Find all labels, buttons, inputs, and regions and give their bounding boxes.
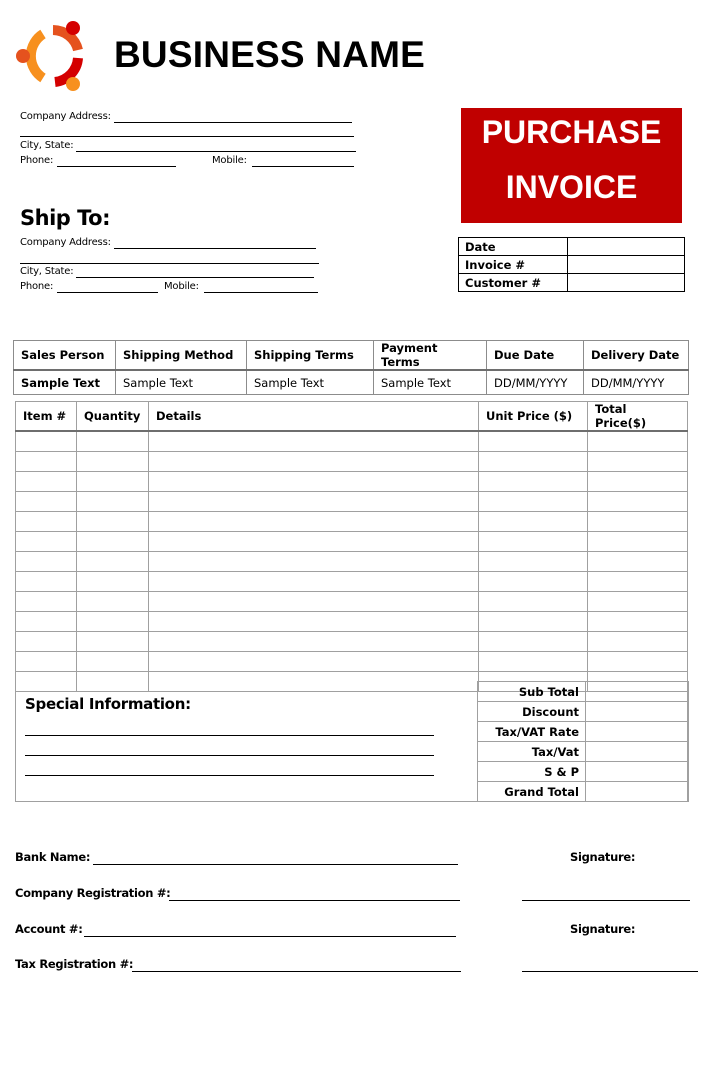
company-address-label: Company Address: [20,111,111,122]
ship-to-title: Ship To: [20,206,110,230]
unit-price-cell[interactable] [479,652,588,672]
item-number-cell[interactable] [16,612,77,632]
company-registration-label: Company Registration #: [15,886,171,900]
details-cell[interactable] [149,492,479,512]
business-name: BUSINESS NAME [114,34,425,75]
ship-mobile-field[interactable] [204,292,318,293]
total-price-cell[interactable] [588,632,688,652]
total-price-cell[interactable] [588,552,688,572]
total-price-cell[interactable] [588,492,688,512]
details-cell[interactable] [149,431,479,452]
info-value-row [14,370,689,395]
totals-label: Grand Total [478,782,586,802]
quantity-cell[interactable] [77,592,149,612]
items-header-row [16,402,688,432]
unit-price-cell[interactable] [479,532,588,552]
details-cell[interactable] [149,612,479,632]
purchase-invoice-badge [461,108,682,223]
customer-number-field[interactable] [568,274,685,292]
header-sales-person: Sales Person [14,341,116,371]
ship-mobile-label: Mobile: [164,281,199,292]
ship-phone-field[interactable] [57,292,158,293]
item-number-cell[interactable] [16,532,77,552]
shipping-terms-field[interactable]: Sample Text [247,370,374,395]
company-mobile-label: Mobile: [212,155,247,166]
totals-label: Sub Total [478,682,586,702]
totals-label: Discount [478,702,586,722]
total-price-cell[interactable] [588,652,688,672]
quantity-cell[interactable] [77,472,149,492]
sales-person-field[interactable]: Sample Text [14,370,116,395]
quantity-cell[interactable] [77,632,149,652]
ship-city-field[interactable] [76,277,314,278]
special-info-line-2[interactable] [25,755,434,756]
item-row [16,431,688,452]
item-row [16,452,688,472]
ship-address-label: Company Address: [20,237,111,248]
sub-total-field[interactable] [586,682,688,702]
item-row [16,632,688,652]
header-item-number: Item # [16,402,77,432]
item-number-cell[interactable] [16,552,77,572]
quantity-cell[interactable] [77,492,149,512]
details-cell[interactable] [149,512,479,532]
unit-price-cell[interactable] [479,452,588,472]
item-row [16,572,688,592]
item-number-cell[interactable] [16,592,77,612]
account-number-field[interactable] [84,936,456,937]
invoice-meta-table [458,237,685,292]
item-row [16,592,688,612]
ship-phone-label: Phone: [20,281,54,292]
unit-price-cell[interactable] [479,632,588,652]
totals-row [478,782,688,802]
meta-row-invoice [459,256,685,274]
totals-label: Tax/Vat [478,742,586,762]
header-details: Details [149,402,479,432]
unit-price-cell[interactable] [479,572,588,592]
header-due-date: Due Date [487,341,584,371]
unit-price-cell[interactable] [479,552,588,572]
quantity-cell[interactable] [77,452,149,472]
company-registration-field[interactable] [169,900,460,901]
details-cell[interactable] [149,532,479,552]
order-info-table [13,340,689,395]
unit-price-cell[interactable] [479,431,588,452]
tax-registration-field[interactable] [132,971,461,972]
totals-label: S & P [478,762,586,782]
unit-price-cell[interactable] [479,492,588,512]
quantity-cell[interactable] [77,431,149,452]
totals-row [478,722,688,742]
ship-address-field-2[interactable] [20,263,319,264]
details-cell[interactable] [149,452,479,472]
ship-city-label: City, State: [20,266,74,277]
company-address-field[interactable] [114,122,352,123]
header-payment-terms: Payment Terms [374,341,487,371]
ship-address-field[interactable] [114,248,316,249]
item-row [16,512,688,532]
details-cell[interactable] [149,592,479,612]
item-number-cell[interactable] [16,512,77,532]
bank-name-label: Bank Name: [15,850,91,864]
company-phone-field[interactable] [57,166,176,167]
due-date-field[interactable]: DD/MM/YYYY [487,370,584,395]
total-price-cell[interactable] [588,532,688,552]
item-number-cell[interactable] [16,492,77,512]
badge-line-2: INVOICE [505,169,638,205]
special-info-line-1[interactable] [25,735,434,736]
quantity-cell[interactable] [77,612,149,632]
quantity-cell[interactable] [77,652,149,672]
details-cell[interactable] [149,472,479,492]
totals-label: Tax/VAT Rate [478,722,586,742]
quantity-cell[interactable] [77,532,149,552]
company-phone-label: Phone: [20,155,54,166]
meta-label: Invoice # [459,256,568,274]
item-rows [16,431,688,692]
item-number-cell[interactable] [16,652,77,672]
totals-row [478,742,688,762]
total-price-cell[interactable] [588,431,688,452]
header-delivery-date: Delivery Date [584,341,689,371]
signature-field-1[interactable] [522,900,690,901]
date-field[interactable] [568,238,685,256]
total-price-cell[interactable] [588,592,688,612]
company-address-field-2[interactable] [20,136,354,137]
item-row [16,552,688,572]
discount-field[interactable] [586,702,688,722]
item-row [16,612,688,632]
company-logo [15,18,91,94]
invoice-number-field[interactable] [568,256,685,274]
company-city-field[interactable] [76,151,356,152]
totals-row [478,682,688,702]
s-and-p-field[interactable] [586,762,688,782]
payment-terms-field[interactable]: Sample Text [374,370,487,395]
grand-total-field[interactable] [586,782,688,802]
item-number-cell[interactable] [16,572,77,592]
total-price-cell[interactable] [588,452,688,472]
delivery-date-field[interactable]: DD/MM/YYYY [584,370,689,395]
details-cell[interactable] [149,552,479,572]
item-number-cell[interactable] [16,452,77,472]
info-header-row [14,341,689,371]
header-shipping-method: Shipping Method [116,341,247,371]
item-number-cell[interactable] [16,431,77,452]
special-info-title: Special Information: [25,695,191,713]
header-unit-price: Unit Price ($) [479,402,588,432]
logo-icon [15,18,91,94]
header-quantity: Quantity [77,402,149,432]
item-row [16,492,688,512]
details-cell[interactable] [149,632,479,652]
quantity-cell[interactable] [77,552,149,572]
total-price-cell[interactable] [588,472,688,492]
details-cell[interactable] [149,572,479,592]
item-row [16,472,688,492]
tax-rate-field[interactable] [586,722,688,742]
quantity-cell[interactable] [77,512,149,532]
items-table [15,401,688,692]
company-mobile-field[interactable] [252,166,354,167]
unit-price-cell[interactable] [479,512,588,532]
item-number-cell[interactable] [16,472,77,492]
signature-field-2[interactable] [522,971,698,972]
header-shipping-terms: Shipping Terms [247,341,374,371]
details-cell[interactable] [149,652,479,672]
signature-label-2: Signature: [570,922,636,936]
tax-registration-label: Tax Registration #: [15,957,134,971]
meta-label: Date [459,238,568,256]
totals-row [478,702,688,722]
meta-row-date [459,238,685,256]
totals-row [478,762,688,782]
signature-label-1: Signature: [570,850,636,864]
item-number-cell[interactable] [16,632,77,652]
unit-price-cell[interactable] [479,612,588,632]
total-price-cell[interactable] [588,612,688,632]
header-total-price: Total Price($) [588,402,688,432]
meta-label: Customer # [459,274,568,292]
account-number-label: Account #: [15,922,83,936]
meta-row-customer [459,274,685,292]
unit-price-cell[interactable] [479,472,588,492]
unit-price-cell[interactable] [479,592,588,612]
quantity-cell[interactable] [77,572,149,592]
company-city-label: City, State: [20,140,74,151]
special-info-line-3[interactable] [25,775,434,776]
total-price-cell[interactable] [588,512,688,532]
total-price-cell[interactable] [588,572,688,592]
item-row [16,532,688,552]
totals-table [477,681,688,802]
bank-name-field[interactable] [93,864,458,865]
tax-field[interactable] [586,742,688,762]
badge-line-1: PURCHASE [481,114,662,150]
shipping-method-field[interactable]: Sample Text [116,370,247,395]
item-row [16,652,688,672]
